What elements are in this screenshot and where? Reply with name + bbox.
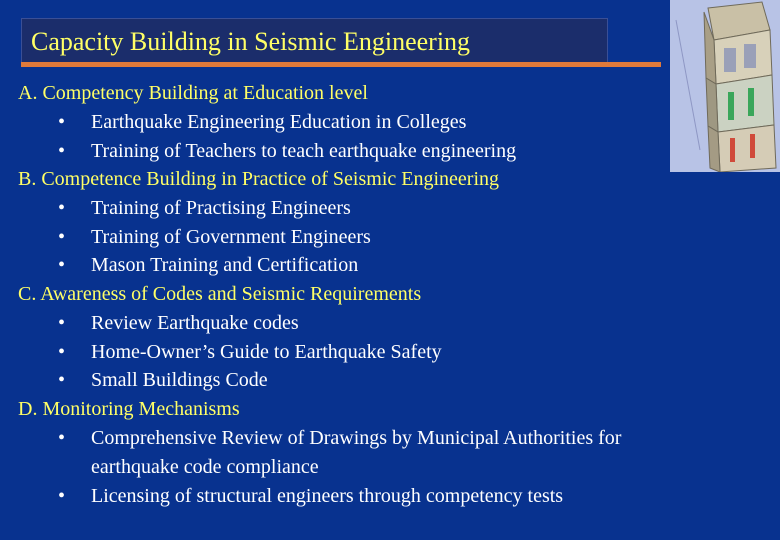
bullet-icon: •	[58, 369, 66, 391]
bullet-icon: •	[58, 485, 66, 507]
bullet-item: Mason Training and Certification	[91, 254, 359, 276]
bullet-item: Licensing of structural engineers through competency tests	[91, 485, 564, 507]
bullet-item: Training of Practising Engineers	[91, 197, 351, 219]
bullet-item: Earthquake Engineering Education in Colleges	[91, 111, 467, 133]
bullet-icon: •	[58, 254, 66, 276]
building-model-image	[670, 0, 780, 172]
bullet-item: Review Earthquake codes	[91, 312, 299, 334]
bullet-icon: •	[58, 111, 66, 133]
bullet-icon: •	[58, 140, 66, 162]
bullet-item: Home-Owner’s Guide to Earthquake Safety	[91, 341, 442, 363]
bullet-item: Comprehensive Review of Drawings by Municipal Authorities for	[91, 427, 622, 449]
section-heading-c: C. Awareness of Codes and Seismic Requirements	[18, 283, 422, 305]
slide-title: Capacity Building in Seismic Engineering	[31, 27, 471, 56]
section-heading-d: D. Monitoring Mechanisms	[18, 398, 240, 420]
bullet-item: Small Buildings Code	[91, 369, 268, 391]
bullet-icon: •	[58, 341, 66, 363]
bullet-icon: •	[58, 427, 66, 449]
bullet-icon: •	[58, 312, 66, 334]
bullet-icon: •	[58, 197, 66, 219]
section-heading-b: B. Competence Building in Practice of Seismic Engineering	[18, 168, 500, 190]
title-underline	[21, 62, 661, 67]
section-heading-a: A. Competency Building at Education level	[18, 82, 368, 104]
bullet-item: Training of Government Engineers	[91, 226, 371, 248]
bullet-item: Training of Teachers to teach earthquake engineering	[91, 140, 517, 162]
bullet-icon: •	[58, 226, 66, 248]
bullet-item-continuation: earthquake code compliance	[91, 456, 319, 478]
